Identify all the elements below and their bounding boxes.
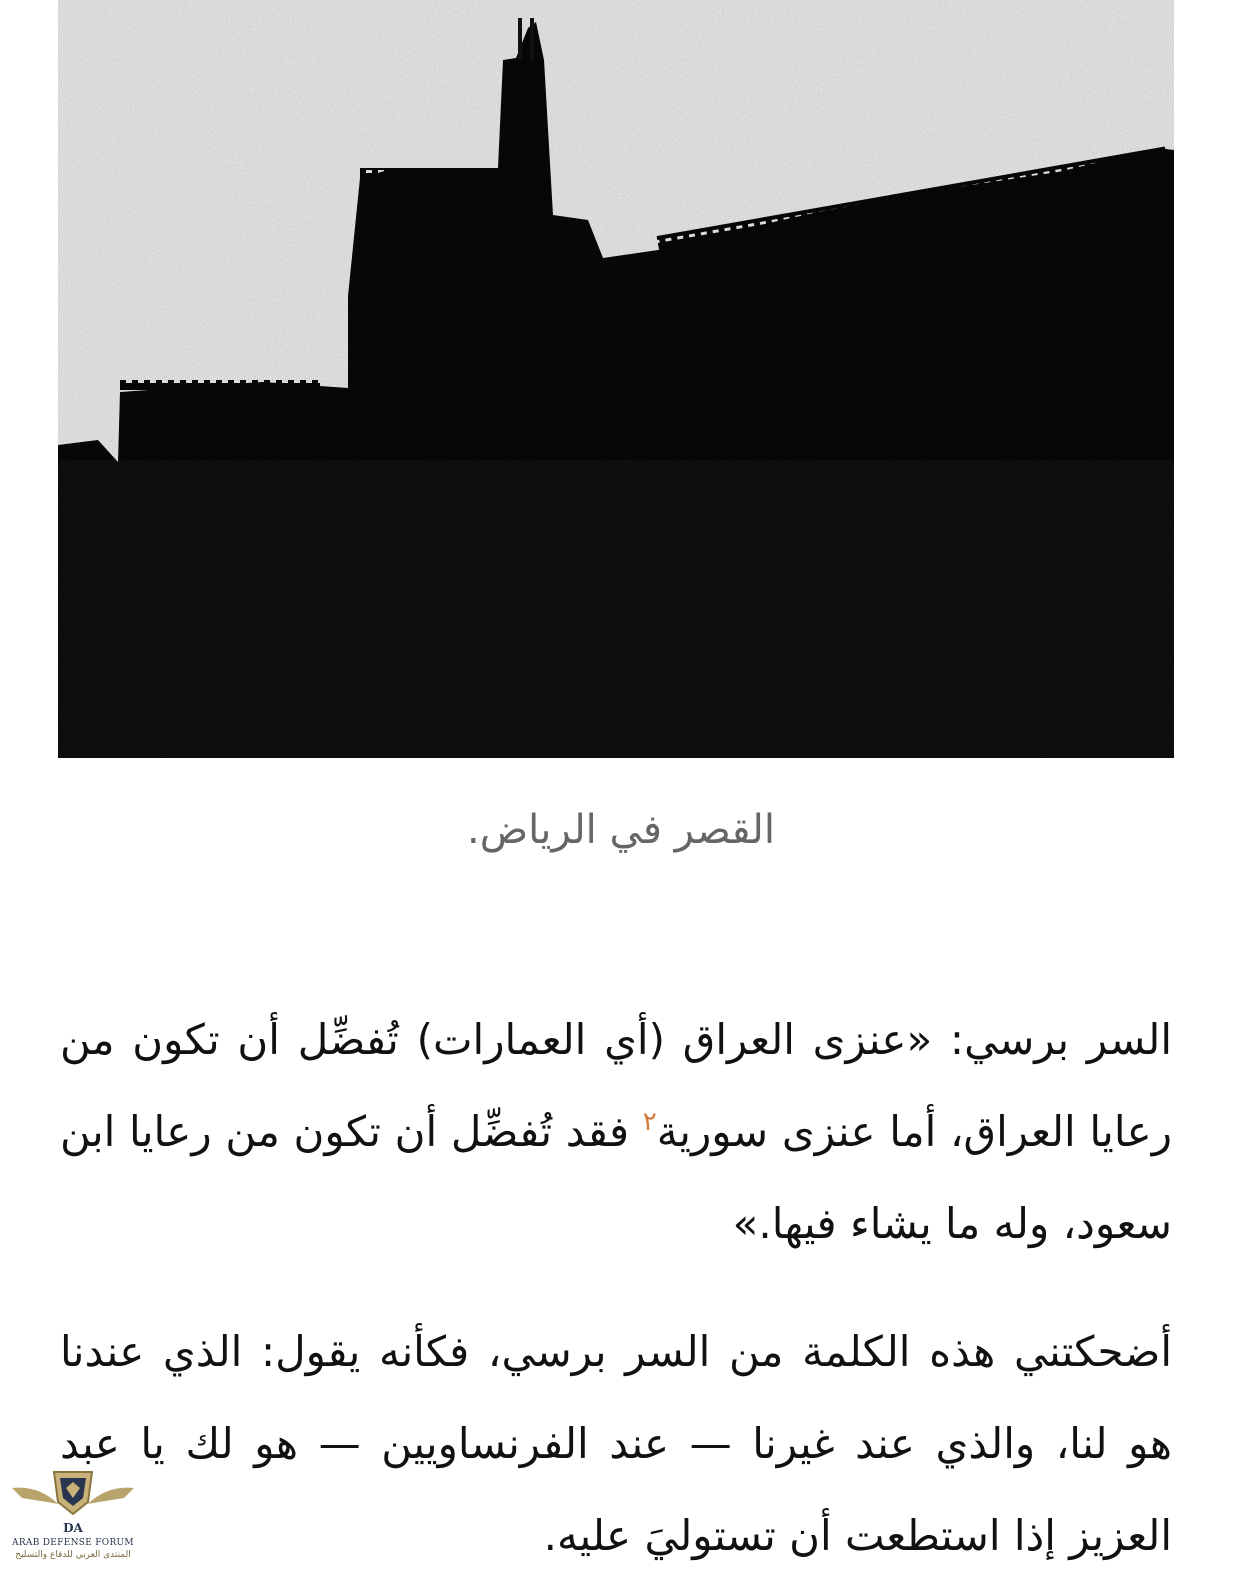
figure-caption: القصر في الرياض. [467, 807, 775, 853]
paragraph-2: أضحكتني هذه الكلمة من السر برسي، فكأنه يقول: الذي عندنا هو لنا، والذي عند غيرنا — عند الفرنساويين — هو لك يا عبد العزيز إذا استطعت أن تستوليَ عليه. [60, 1327, 1172, 1560]
palace-photo [58, 0, 1174, 758]
footnote-marker[interactable]: ٢ [642, 1107, 657, 1137]
paragraph-1-text-b: فقد تُفضِّل أن تكون من رعايا ابن سعود، وله ما يشاء فيها.» [60, 1107, 1172, 1248]
forum-name-en: ARAB DEFENSE FORUM [12, 1538, 134, 1548]
svg-text:DA: DA [63, 1521, 83, 1535]
paragraph-1-text-a: السر برسي: «عنزى العراق (أي العمارات) تُفضِّل أن تكون من رعايا العراق، أما عنزى سورية [60, 1015, 1172, 1156]
forum-watermark-logo [8, 1458, 138, 1568]
eagle-shield-icon [8, 1458, 138, 1540]
paragraph-1 [60, 994, 1172, 1270]
forum-name-ar: المنتدى العربي للدفاع والتسليح [15, 1550, 131, 1560]
